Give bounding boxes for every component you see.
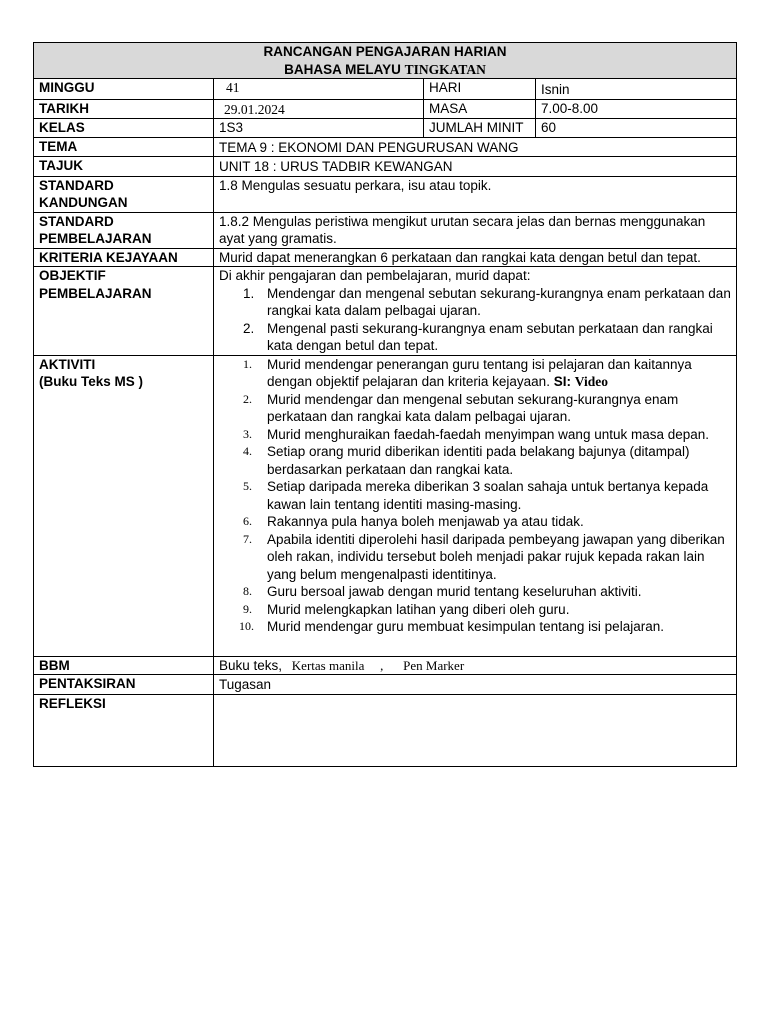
label-tema: TEMA (34, 137, 214, 157)
list-item: 2. Mengenal pasti sekurang-kurangnya enam sebutan perkataan dan rangkai kata dengan betul dan tepat. (243, 320, 713, 353)
label-standard-kandungan: STANDARD KANDUNGAN (34, 176, 214, 212)
label-refleksi: REFLEKSI (34, 694, 214, 766)
list-item: 7. Apabila identiti diperolehi hasil daripada pembeyang jawapan yang diberikan oleh rakan, individu tersebut boleh menjadi pakar rujuk kepada rakan lain yang belum mengenalpasti identitinya. (243, 531, 725, 582)
row-pentaksiran (34, 675, 737, 695)
value-standard-pembelajaran: 1.8.2 Mengulas peristiwa mengikut urutan secara jelas dan bernas menggunakan ayat yang gramatis. (214, 212, 737, 248)
label-kriteria: KRITERIA KEJAYAAN (34, 248, 214, 267)
value-standard-kandungan: 1.8 Mengulas sesuatu perkara, isu atau topik. (214, 176, 737, 212)
label-standard-pembelajaran: STANDARD PEMBELAJARAN (34, 212, 214, 248)
list-item: 2. Murid mendengar dan mengenal sebutan sekurang-kurangnya enam perkataan dan rangkai kata dalam pelbagai ujaran. (243, 391, 679, 424)
title-line-2: BAHASA MELAYU TINGKATAN (284, 61, 486, 77)
label-tarikh: TARIKH (34, 99, 214, 119)
value-refleksi (214, 694, 737, 766)
value-pentaksiran: Tugasan (214, 675, 737, 695)
objektif-intro: Di akhir pengajaran dan pembelajaran, murid dapat: (219, 268, 531, 283)
row-tema (34, 137, 737, 157)
value-objektif (214, 267, 737, 356)
title-line-1: RANCANGAN PENGAJARAN HARIAN (263, 44, 507, 59)
list-item: 6. Rakannya pula hanya boleh menjawab ya atau tidak. (243, 514, 584, 529)
value-jumlah-minit: 60 (536, 119, 737, 138)
label-pentaksiran: PENTAKSIRAN (34, 675, 214, 695)
row-kelas (34, 119, 737, 138)
row-minggu (34, 79, 737, 100)
label-masa: MASA (424, 99, 536, 119)
value-aktiviti (214, 355, 737, 656)
value-tema: TEMA 9 : EKONOMI DAN PENGURUSAN WANG (214, 137, 737, 157)
row-standard-pembelajaran (34, 212, 737, 248)
label-tajuk: TAJUK (34, 157, 214, 177)
value-tarikh: 29.01.2024 (214, 99, 424, 119)
row-refleksi (34, 694, 737, 766)
lesson-plan-table (33, 42, 737, 767)
label-minggu: MINGGU (34, 79, 214, 100)
aktiviti-list (219, 356, 731, 636)
value-hari: Isnin (536, 79, 737, 100)
list-item: 1. Murid mendengar penerangan guru tentang isi pelajaran dan kaitannya dengan objektif pelajaran dan kriteria kejayaan. SI: Video (243, 356, 692, 389)
label-jumlah-minit: JUMLAH MINIT (424, 119, 536, 138)
header-row (34, 43, 737, 79)
list-item: 8. Guru bersoal jawab dengan murid tentang keseluruhan aktiviti. (243, 584, 642, 599)
row-aktiviti (34, 355, 737, 656)
row-standard-kandungan (34, 176, 737, 212)
value-minggu: 41 (214, 79, 424, 100)
row-tarikh (34, 99, 737, 119)
row-bbm (34, 656, 737, 675)
value-masa: 7.00-8.00 (536, 99, 737, 119)
value-tajuk: UNIT 18 : URUS TADBIR KEWANGAN (214, 157, 737, 177)
row-kriteria (34, 248, 737, 267)
list-item: 4. Setiap orang murid diberikan identiti pada belakang bajunya (ditampal) berdasarkan perkataan dan rangkai kata. (243, 444, 690, 477)
value-kriteria: Murid dapat menerangkan 6 perkataan dan rangkai kata dengan betul dan tepat. (214, 248, 737, 267)
label-kelas: KELAS (34, 119, 214, 138)
list-item: 9. Murid melengkapkan latihan yang diberi oleh guru. (243, 601, 570, 617)
list-item: 5. Setiap daripada mereka diberikan 3 soalan sahaja untuk bertanya kepada kawan lain tentang identiti masing-masing. (243, 479, 709, 512)
row-tajuk (34, 157, 737, 177)
row-objektif (34, 267, 737, 356)
value-kelas: 1S3 (214, 119, 424, 138)
label-objektif: OBJEKTIF PEMBELAJARAN (34, 267, 214, 356)
list-item: 1. Mendengar dan mengenal sebutan sekurang-kurangnya enam perkataan dan rangkai kata dalam pelbagai ujaran. (243, 285, 731, 318)
list-item: 10. Murid mendengar guru membuat kesimpulan tentang isi pelajaran. (239, 619, 664, 634)
value-bbm: Buku teks, Kertas manila , Pen Marker (214, 656, 737, 675)
document-title (34, 43, 737, 79)
label-bbm: BBM (34, 656, 214, 675)
objektif-list (219, 285, 731, 355)
label-aktiviti: AKTIVITI (Buku Teks MS ) (34, 355, 214, 656)
list-item: 3. Murid menghuraikan faedah-faedah menyimpan wang untuk masa depan. (243, 426, 710, 442)
label-hari: HARI (424, 79, 536, 100)
